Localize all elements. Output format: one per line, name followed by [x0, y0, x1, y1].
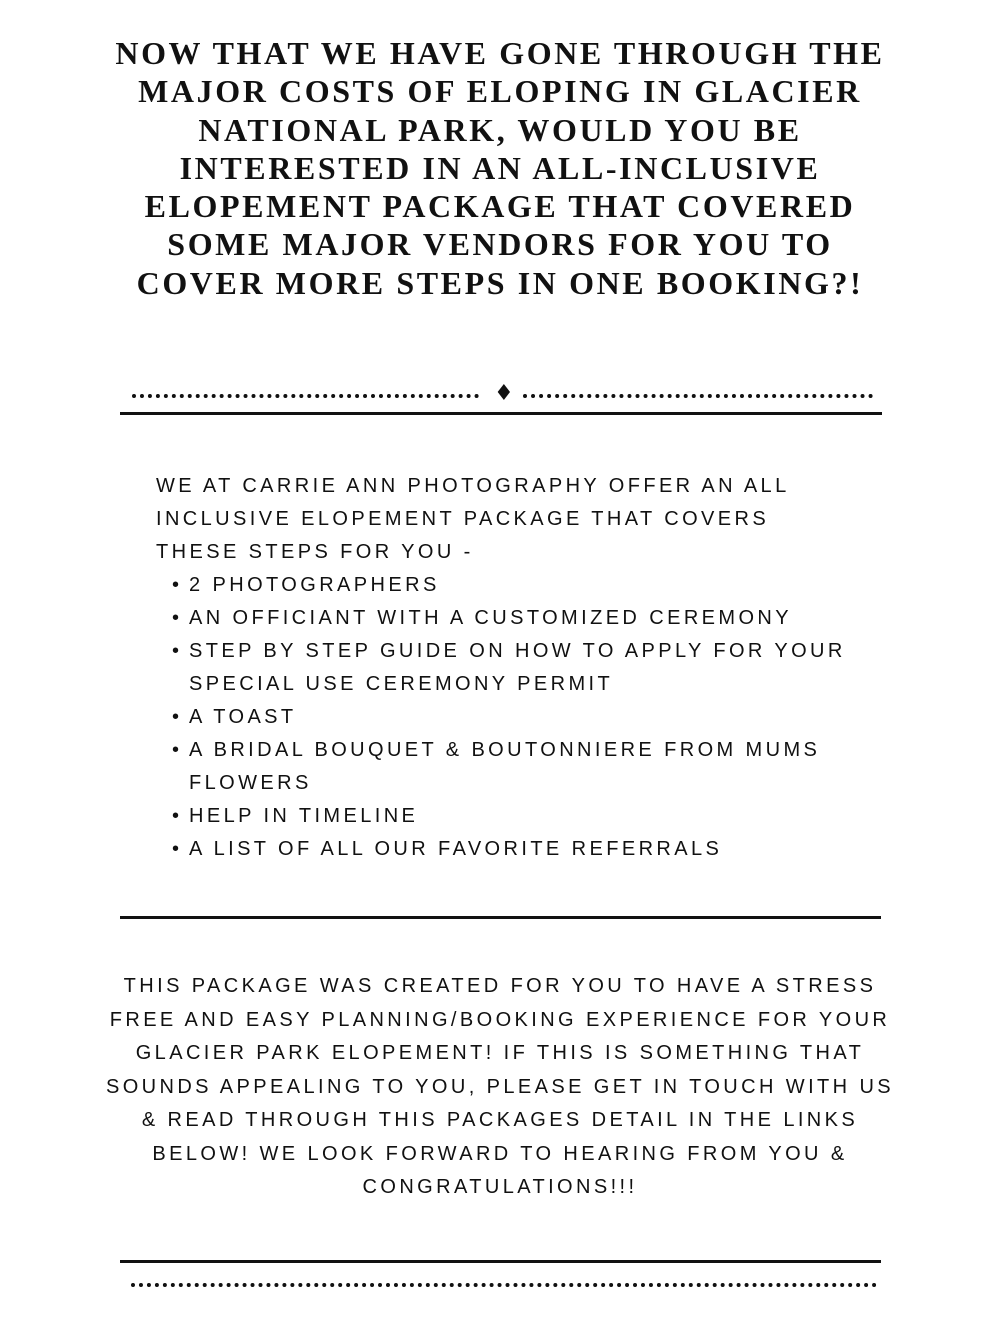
- list-item: [172, 602, 872, 635]
- divider-rule-top: [120, 412, 882, 415]
- service-label: 2 PHOTOGRAPHERS: [189, 574, 440, 596]
- divider-rule-middle: [120, 916, 881, 919]
- divider-dots-right: [523, 394, 873, 398]
- list-item: [172, 701, 872, 734]
- diamond-ornament-icon: ♦: [494, 381, 514, 406]
- package-intro: WE AT CARRIE ANN PHOTOGRAPHY OFFER AN ALL INCLUSIVE ELOPEMENT PACKAGE THAT COVERS THESE STEPS FOR YOU -: [156, 475, 789, 563]
- service-label: STEP BY STEP GUIDE ON HOW TO APPLY FOR YOUR SPECIAL USE CEREMONY PERMIT: [189, 640, 846, 695]
- bullet-icon: •: [172, 838, 183, 860]
- service-label: A LIST OF ALL OUR FAVORITE REFERRALS: [189, 838, 723, 860]
- list-item: [172, 734, 872, 800]
- service-label: A TOAST: [189, 706, 297, 728]
- service-label: AN OFFICIANT WITH A CUSTOMIZED CEREMONY: [189, 607, 793, 629]
- service-label: A BRIDAL BOUQUET & BOUTONNIERE FROM MUMS FLOWERS: [189, 739, 821, 794]
- bullet-icon: •: [172, 574, 183, 596]
- divider-dots-bottom: [131, 1283, 877, 1287]
- list-item: [172, 833, 872, 866]
- page-headline: NOW THAT WE HAVE GONE THROUGH THE MAJOR COSTS OF ELOPING IN GLACIER NATIONAL PARK, WOULD YOU BE INTERESTED IN AN ALL-INCLUSIVE ELOPEMENT PACKAGE THAT COVERED SOME MAJOR VENDORS FOR YOU TO COVER MORE STEPS IN ONE BOOKING?!: [115, 35, 885, 301]
- bullet-icon: •: [172, 640, 183, 662]
- list-item: [172, 635, 872, 701]
- services-list: [172, 569, 872, 866]
- bullet-icon: •: [172, 607, 183, 629]
- divider-dots-left: [132, 394, 479, 398]
- divider-rule-bottom: [120, 1260, 881, 1263]
- service-label: HELP IN TIMELINE: [189, 805, 419, 827]
- bullet-icon: •: [172, 739, 183, 761]
- bullet-icon: •: [172, 706, 183, 728]
- list-item: [172, 800, 872, 833]
- closing-message: THIS PACKAGE WAS CREATED FOR YOU TO HAVE A STRESS FREE AND EASY PLANNING/BOOKING EXPERIENCE FOR YOUR GLACIER PARK ELOPEMENT! IF THIS IS SOMETHING THAT SOUNDS APPEALING TO YOU, PLEASE GET IN TOUCH WITH US & READ THROUGH THIS PACKAGES DETAIL IN THE LINKS BELOW! WE LOOK FORWARD TO HEARING FROM YOU & CONGRATULATIONS!!!: [105, 975, 895, 1198]
- bullet-icon: •: [172, 805, 183, 827]
- list-item: [172, 569, 872, 602]
